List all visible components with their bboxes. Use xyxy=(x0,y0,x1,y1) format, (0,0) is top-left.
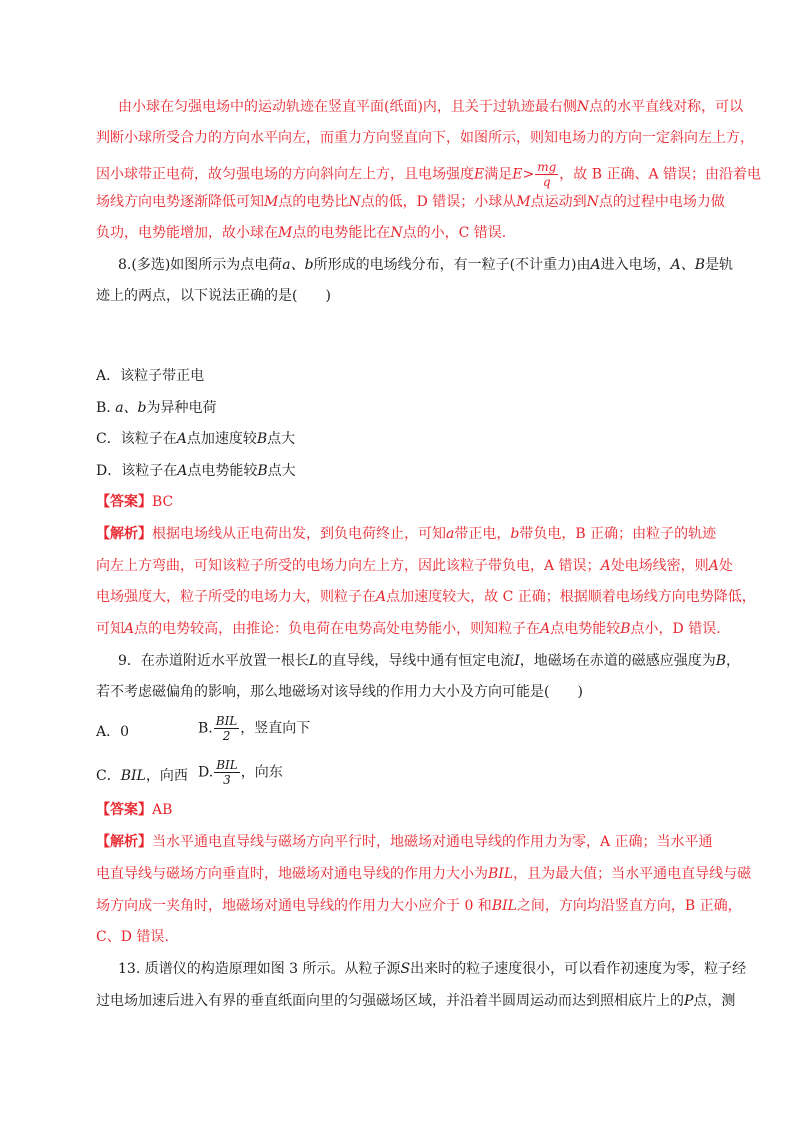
fraction: $\frac{mg}{q}$ xyxy=(537,160,557,189)
analysis-8: 向左上方弯曲，可知该粒子所受的电场力向左上方，因此该粒子带负电，A 错误；A处电场线密，则A处 xyxy=(96,558,733,574)
answer-9: 【答案】AB xyxy=(96,802,173,818)
option-c: C．BIL，向西 xyxy=(96,768,188,784)
analysis-9: 【解析】当水平通电直导线与磁场方向平行时，地磁场对通电导线的作用力为零，A 正确；当水平通 xyxy=(96,834,713,850)
option-b: B. a、b为异种电荷 xyxy=(96,400,217,416)
analysis-8: 【解析】根据电场线从正电荷出发，到负电荷终止，可知a带正电，b带负电，B 正确；由粒子的轨迹 xyxy=(96,526,717,542)
analysis-9: 电直导线与磁场方向垂直时，地磁场对通电导线的作用力大小为BIL，且为最大值；当水平通电直导线与磁 xyxy=(96,866,752,882)
option-a: A．该粒子带正电 xyxy=(96,368,205,384)
question-13-stem: 过电场加速后进入有界的垂直纸面向里的匀强磁场区域，并沿着半圆周运动而达到照相底片上的P点，测 xyxy=(96,993,736,1009)
question-9-stem: 9．在赤道附近水平放置一根长L的直导线，导线中通有恒定电流I，地磁场在赤道的磁感应强度为B， xyxy=(118,653,741,669)
analysis-line: 场线方向电势逐渐降低可知M点的电势比N点的低，D 错误；小球从M点运动到N点的过程中电场力做 xyxy=(96,194,725,210)
option-c: C．该粒子在A点加速度较B点大 xyxy=(96,431,296,447)
question-9-stem: 若不考虑磁偏角的影响，那么地磁场对该导线的作用力大小及方向可能是( ) xyxy=(96,684,583,700)
analysis-9: 场方向成一夹角时，地磁场对通电导线的作用力大小应介于 0 和BIL之间，方向均沿竖直方向，B 正确， xyxy=(96,898,742,914)
analysis-line: 负功，电势能增加，故小球在M点的电势能比在N点的小，C 错误. xyxy=(96,225,507,241)
option-d: D. $\frac{\text{BIL}}{3}$ ，向东 xyxy=(198,758,283,787)
option-d: D．该粒子在A点电势能较B点大 xyxy=(96,463,296,479)
option-a: A．0 xyxy=(96,724,130,740)
analysis-line: 因小球带正电荷，故匀强电场的方向斜向左上方，且电场强度E满足E> $\frac{mg}{q}$ ，故 B 正确、A 错误；由沿着电 xyxy=(96,160,762,189)
analysis-8: 电场强度大，粒子所受的电场力大，则粒子在A点加速度较大，故 C 正确；根据顺着电场线方向电势降低， xyxy=(96,589,756,605)
analysis-line: 由小球在匀强电场中的运动轨迹在竖直平面(纸面)内，且关于过轨迹最右侧N点的水平直线对称，可以 xyxy=(118,99,744,115)
option-b: B. $\frac{\text{BIL}}{2}$ ，竖直向下 xyxy=(198,714,311,743)
question-8-stem: 8.(多选)如图所示为点电荷a、b所形成的电场线分布，有一粒子(不计重力)由A进入电场，A、B是轨 xyxy=(118,257,734,273)
analysis-line: 判断小球所受合力的方向水平向左，而重力方向竖直向下，如图所示，则知电场力的方向一定斜向左上方， xyxy=(96,130,754,146)
analysis-8: 可知A点的电势较高，由推论：负电荷在电势高处电势能小，则知粒子在A点电势能较B点小，D 错误. xyxy=(96,621,721,637)
answer-8: 【答案】BC xyxy=(96,494,174,510)
fraction: $\frac{\text{BIL}}{3}$ xyxy=(216,758,238,787)
question-8-stem: 迹上的两点，以下说法正确的是( ) xyxy=(96,288,331,304)
fraction: $\frac{\text{BIL}}{2}$ xyxy=(215,714,238,743)
analysis-9: C、D 错误. xyxy=(96,929,169,945)
question-13-stem: 13. 质谱仪的构造原理如图 3 所示。从粒子源S出来时的粒子速度很小，可以看作初速度为零，粒子经 xyxy=(118,961,747,977)
